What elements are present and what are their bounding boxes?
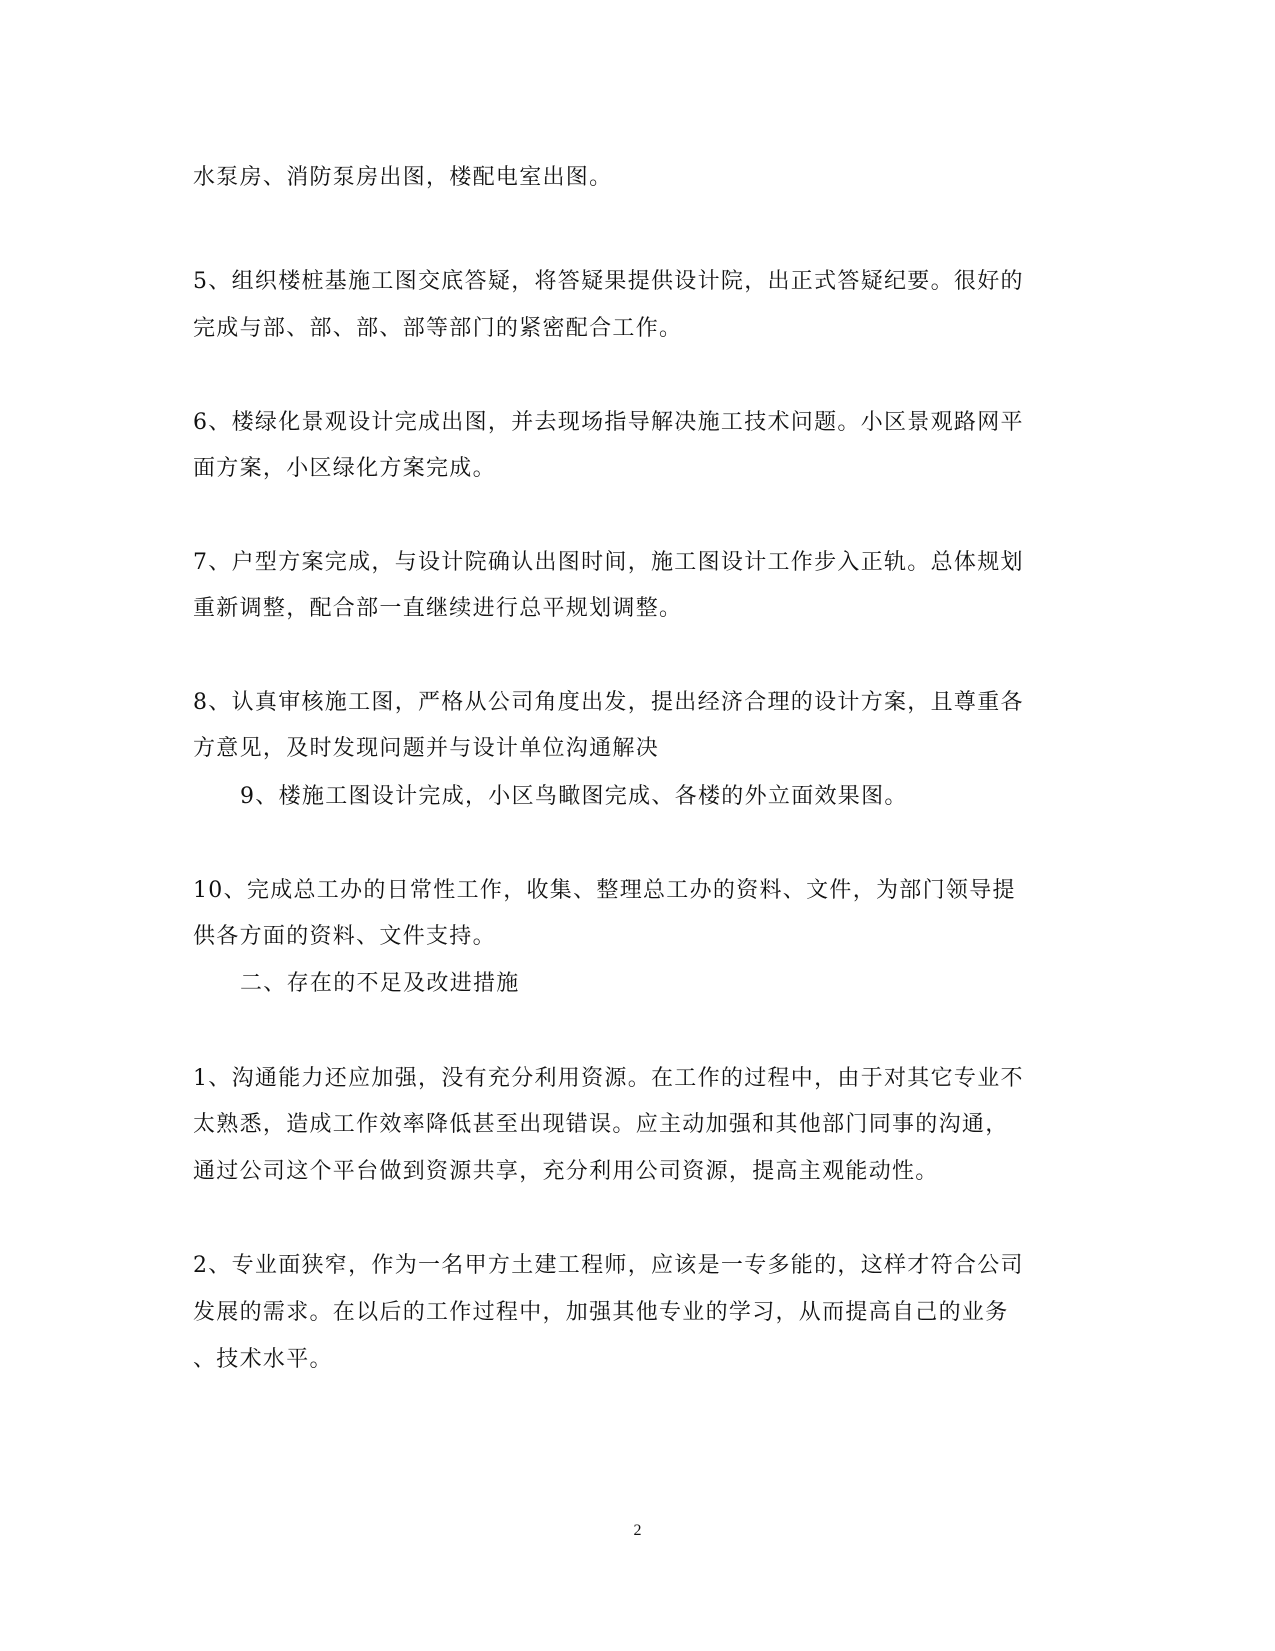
text-line-12: 供各方面的资料、文件支持。 [193, 924, 496, 949]
text-line-18: 发展的需求。在以后的工作过程中，加强其他专业的学习，从而提高自己的业务 [193, 1300, 1009, 1325]
text-line-11: 10、完成总工办的日常性工作，收集、整理总工办的资料、文件，为部门领导提 [193, 878, 1016, 903]
page-number: 2 [633, 1522, 642, 1539]
text-line-14: 1、沟通能力还应加强，没有充分利用资源。在工作的过程中，由于对其它专业不 [193, 1066, 1024, 1091]
text-line-8: 8、认真审核施工图，严格从公司角度出发，提出经济合理的设计方案，且尊重各 [193, 690, 1024, 715]
text-line-1: 水泵房、消防泵房出图，楼配电室出图。 [193, 165, 613, 190]
text-line-15: 太熟悉，造成工作效率降低甚至出现错误。应主动加强和其他部门同事的沟通， [193, 1112, 1009, 1137]
text-line-6: 7、户型方案完成，与设计院确认出图时间，施工图设计工作步入正轨。总体规划 [193, 550, 1024, 575]
text-line-4: 6、楼绿化景观设计完成出图，并去现场指导解决施工技术问题。小区景观路网平 [193, 410, 1024, 435]
text-line-7: 重新调整，配合部一直继续进行总平规划调整。 [193, 596, 683, 621]
text-line-3: 完成与部、部、部、部等部门的紧密配合工作。 [193, 316, 683, 341]
text-line-17: 2、专业面狭窄，作为一名甲方土建工程师，应该是一专多能的，这样才符合公司 [193, 1253, 1024, 1278]
section-heading: 二、存在的不足及改进措施 [240, 971, 520, 996]
text-line-19: 、技术水平。 [193, 1347, 333, 1372]
text-line-10: 9、楼施工图设计完成，小区鸟瞰图完成、各楼的外立面效果图。 [240, 784, 908, 809]
text-line-2: 5、组织楼桩基施工图交底答疑，将答疑果提供设计院，出正式答疑纪要。很好的 [193, 269, 1024, 294]
text-line-5: 面方案，小区绿化方案完成。 [193, 456, 496, 481]
text-line-16: 通过公司这个平台做到资源共享，充分利用公司资源，提高主观能动性。 [193, 1159, 939, 1184]
text-line-9: 方意见，及时发现问题并与设计单位沟通解决 [193, 736, 660, 761]
